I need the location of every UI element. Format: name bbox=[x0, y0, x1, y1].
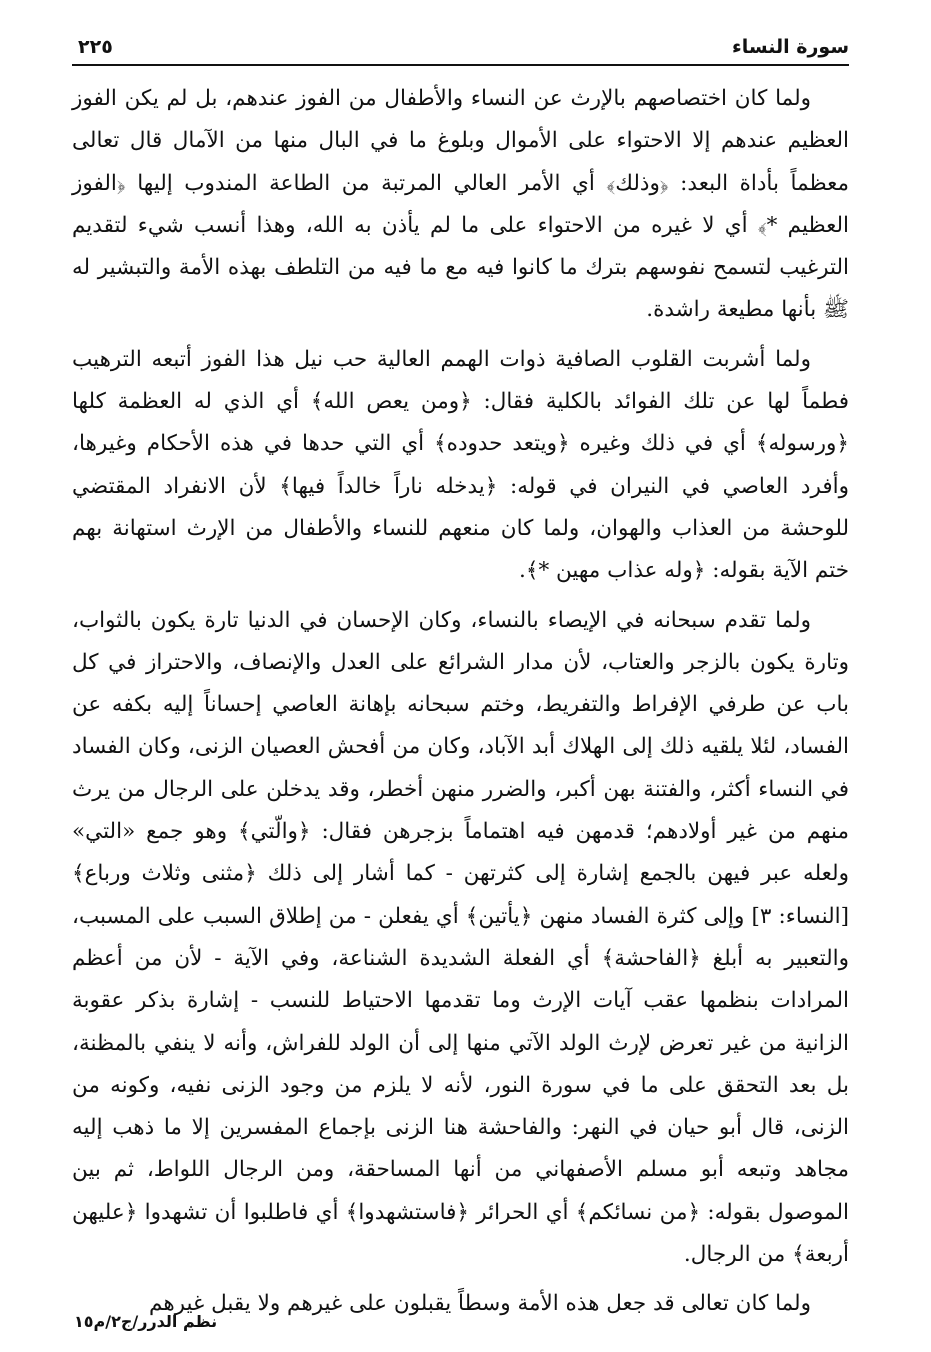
paragraph: ولما أشربت القلوب الصافية ذوات الهمم العالية حب نيل هذا الفوز أتبعه الترهيب فطماً لها عن تلك الفوائد بالكلية فقال: ﴿ومن يعص الله﴾ أي الذي له العظمة كلها ﴿ورسوله﴾ أي في ذلك وغيره ﴿ويتعد حدوده﴾ أي التي حدها في هذه الأحكام وغيرها، وأفرد العاصي في النيران في قوله: ﴿يدخله ناراً خالداً فيها﴾ لأن الانفراد المقتضي للوحشة من العذاب والهوان، ولما كان منعهم للنساء والأطفال من الإرث استهانة بهم ختم الآية بقوله: ﴿وله عذاب مهين *﴾. bbox=[72, 346, 849, 584]
footer-signature: نظم الدرر/ج٢/م١٥ bbox=[74, 1312, 218, 1331]
page-header bbox=[72, 34, 849, 66]
surah-title: سورة النساء bbox=[732, 36, 849, 58]
paragraph: ولما تقدم سبحانه في الإيصاء بالنساء، وكان الإحسان في الدنيا تارة يكون بالثواب، وتارة يكون بالزجر والعتاب، لأن مدار الشرائع على العدل والإنصاف، والاحتراز في كل باب عن طرفي الإفراط والتفريط، وختم سبحانه بإهانة العاصي إحساناً إليه بكفه عن الفساد، لئلا يلقيه ذلك إلى الهلاك أبد الآباد، وكان من أفحش العصيان الزنى، وكان الفساد في النساء أكثر، والفتنة بهن أكبر، والضرر منهن أخطر، وقد يدخلن على الرجال من يرث منهم من غير أولادهم؛ قدمهن فيه اهتماماً بزجرهن فقال: ﴿والّتي﴾ وهو جمع «التي» ولعله عبر فيهن بالجمع إشارة إلى كثرتهن - كما أشار إلى ذلك ﴿مثنى وثلاث ورباع﴾ [النساء: ٣] وإلى كثرة الفساد منهن ﴿يأتين﴾ أي يفعلن - من إطلاق السبب على المسبب، والتعبير به أبلغ ﴿الفاحشة﴾ أي الفعلة الشديدة الشناعة، وفي الآية - لأن من أعظم المرادات بنظمها عقب آيات الإرث وما تقدمها الاحتياط للنسب - إشارة بذكر عقوبة الزانية من غير تعرض لإرث الولد الآتي منها إلى أن الولد للفراش، وأنه لا ينفي بالمظنة، بل بعد التحقق على ما في سورة النور، لأنه لا يلزم من وجود الزنى نفيه، وكونه من الزنى، قال أبو حيان في النهر: والفاحشة هنا الزنى بإجماع المفسرين إلا ما ذهب إليه مجاهد وتبعه أبو مسلم الأصفهاني من أنها المساحقة، ومن الرجال اللواط، ثم بين الموصول بقوله: ﴿من نسائكم﴾ أي الحرائر ﴿فاستشهدوا﴾ أي فاطلبوا أن تشهدوا ﴿عليهن أربعة﴾ من الرجال. bbox=[72, 607, 849, 1268]
page-number: ٢٢٥ bbox=[78, 36, 113, 58]
paragraph: ولما كان اختصاصهم بالإرث عن النساء والأطفال من الفوز عندهم، بل لم يكن الفوز العظيم عندهم إلا الاحتواء على الأموال وبلوغ ما في البال منها من الآمال قال تعالى معظماً بأداة البعد: ﴿وذلك﴾ أي الأمر العالي المرتبة من الطاعة المندوب إليها ﴿الفوز العظيم *﴾ أي لا غيره من الاحتواء على ما لم يأذن به الله، وهذا أنسب شيء لتقديم الترغيب لتسمح نفوسهم بترك ما كانوا فيه مع ما فيه من التلطف بهذه الأمة والتبشير له ﷺ بأنها مطيعة راشدة. bbox=[72, 86, 849, 323]
paragraph: ولما كان تعالى قد جعل هذه الأمة وسطاً يقبلون على غيرهم ولا يقبل غيرهم bbox=[149, 1291, 811, 1317]
main-text bbox=[72, 78, 849, 1333]
